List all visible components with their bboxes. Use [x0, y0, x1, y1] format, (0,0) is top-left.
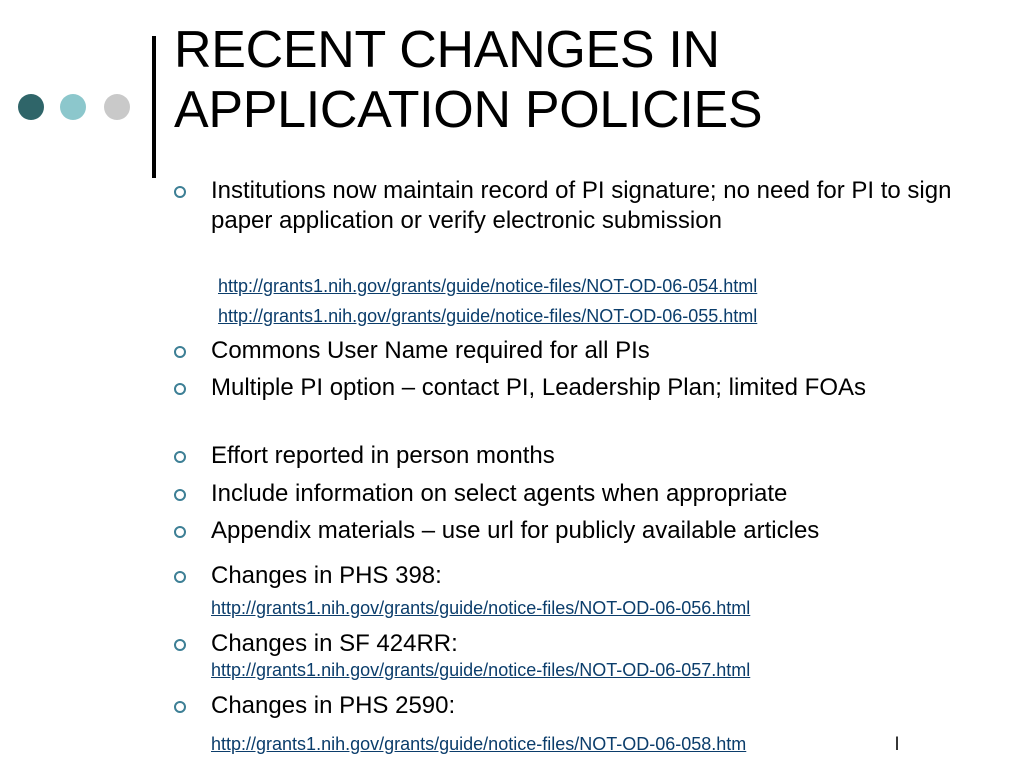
bullet-ring-icon	[174, 639, 186, 651]
bullet-ring-icon	[174, 489, 186, 501]
notice-link-06-058[interactable]: http://grants1.nih.gov/grants/guide/notice-files/NOT-OD-06-058.htm	[211, 734, 747, 754]
bullet-item-appendix	[211, 516, 991, 546]
notice-link-06-057[interactable]: http://grants1.nih.gov/grants/guide/notice-files/NOT-OD-06-057.html	[211, 660, 751, 680]
bullet-text: Commons User Name required for all PIs	[211, 337, 650, 364]
bullet-item-commons-user	[211, 336, 991, 366]
link-trailing-char: l	[895, 734, 899, 754]
bullet-item-multiple-pi	[211, 373, 991, 403]
bullet-item-effort	[211, 441, 991, 471]
bullet-ring-icon	[174, 451, 186, 463]
bullet-item-select-agents	[211, 479, 991, 509]
bullet-text: Institutions now maintain record of PI signature; no need for PI to sign paper application or verify electronic submission	[211, 177, 952, 234]
slide-title-line-2: APPLICATION POLICIES	[174, 81, 763, 139]
bullet-ring-icon	[174, 526, 186, 538]
bullet-text: Include information on select agents when appropriate	[211, 480, 788, 507]
bullet-item-pi-signature	[211, 176, 991, 236]
bullet-text: Changes in PHS 2590:	[211, 692, 456, 719]
bullet-text: Multiple PI option – contact PI, Leadership Plan; limited FOAs	[211, 374, 866, 401]
bullet-ring-icon	[174, 186, 186, 198]
bullet-text: Appendix materials – use url for publicly available articles	[211, 517, 820, 544]
slide-title-line-1: RECENT CHANGES IN	[174, 21, 720, 79]
bullet-ring-icon	[174, 383, 186, 395]
notice-link-06-055[interactable]: http://grants1.nih.gov/grants/guide/notice-files/NOT-OD-06-055.html	[218, 306, 758, 326]
bullet-item-sf-424rr	[211, 629, 991, 659]
bullet-ring-icon	[174, 571, 186, 583]
notice-link-06-056[interactable]: http://grants1.nih.gov/grants/guide/notice-files/NOT-OD-06-056.html	[211, 598, 751, 618]
bullet-text: Effort reported in person months	[211, 442, 555, 469]
bullet-text: Changes in SF 424RR:	[211, 630, 458, 657]
bullet-item-phs-2590	[211, 691, 991, 721]
bullet-text: Changes in PHS 398:	[211, 562, 442, 589]
bullet-ring-icon	[174, 346, 186, 358]
bullet-ring-icon	[174, 701, 186, 713]
bullet-item-phs-398	[211, 561, 991, 591]
notice-link-06-054[interactable]: http://grants1.nih.gov/grants/guide/notice-files/NOT-OD-06-054.html	[218, 276, 758, 296]
